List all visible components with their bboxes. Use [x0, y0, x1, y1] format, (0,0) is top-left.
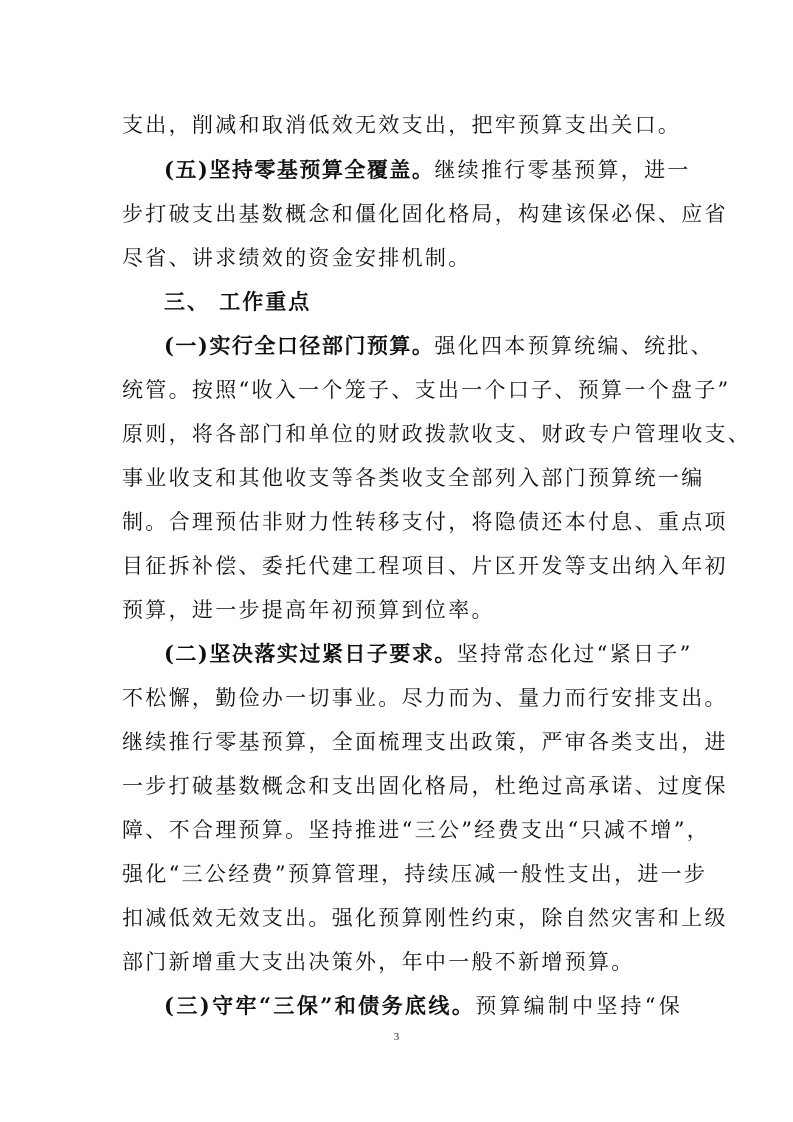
- paragraph-line: 原则，将各部门和单位的财政拨款收支、财政专户管理收支、: [122, 422, 752, 446]
- paragraph-line: 尽省、讲求绩效的资金安排机制。: [122, 246, 472, 270]
- item-3-first-line: [164, 984, 682, 1028]
- paragraph-line: 目征拆补偿、委托代建工程项目、片区开发等支出纳入年初: [122, 554, 728, 578]
- item-1-label: (一)实行全口径部门预算。: [164, 333, 435, 358]
- item-2-text: 坚持常态化过“紧日子”: [456, 642, 693, 666]
- item-3-label: (三)守牢“三保”和债务底线。: [164, 993, 476, 1018]
- paragraph-line: 统管。按照“收入一个笼子、支出一个口子、预算一个盘子”: [122, 378, 731, 402]
- paragraph-line: 一步打破基数概念和支出固化格局，杜绝过高承诺、过度保: [122, 774, 728, 798]
- page-number: 3: [393, 1031, 400, 1043]
- item-2-label: (二)坚决落实过紧日子要求。: [164, 641, 457, 666]
- item-2-first-line: [164, 632, 693, 676]
- item-1-text: 强化四本预算统编、统批、: [434, 334, 714, 358]
- item-1-first-line: [164, 324, 714, 368]
- paragraph-line: 强化“三公经费”预算管理，持续压减一般性支出，进一步: [122, 862, 708, 886]
- item-5-text: 继续推行零基预算，进一: [434, 158, 691, 182]
- paragraph-line: 步打破支出基数概念和僵化固化格局，构建该保必保、应省: [122, 202, 728, 226]
- section-heading: 三、 工作重点: [164, 290, 312, 314]
- item-5-first-line: [164, 148, 691, 192]
- paragraph-line: 事业收支和其他收支等各类收支全部列入部门预算统一编: [122, 466, 705, 490]
- item-5-label: (五)坚持零基预算全覆盖。: [164, 157, 435, 182]
- item-3-text: 预算编制中坚持“保: [475, 994, 683, 1018]
- paragraph-line: 支出，削减和取消低效无效支出，把牢预算支出关口。: [122, 113, 682, 137]
- paragraph-line: 扣减低效无效支出。强化预算刚性约束，除自然灾害和上级: [122, 906, 728, 930]
- paragraph-line: 继续推行零基预算，全面梳理支出政策，严审各类支出，进: [122, 730, 728, 754]
- paragraph-line: 不松懈，勤俭办一切事业。尽力而为、量力而行安排支出。: [122, 686, 728, 710]
- paragraph-line: 部门新增重大支出决策外，年中一般不新增预算。: [122, 950, 635, 974]
- paragraph-line: 障、不合理预算。坚持推进“三公”经费支出“只减不增”，: [122, 818, 711, 842]
- paragraph-line: 预算，进一步提高年初预算到位率。: [122, 598, 495, 622]
- paragraph-line: 制。合理预估非财力性转移支付，将隐债还本付息、重点项: [122, 510, 728, 534]
